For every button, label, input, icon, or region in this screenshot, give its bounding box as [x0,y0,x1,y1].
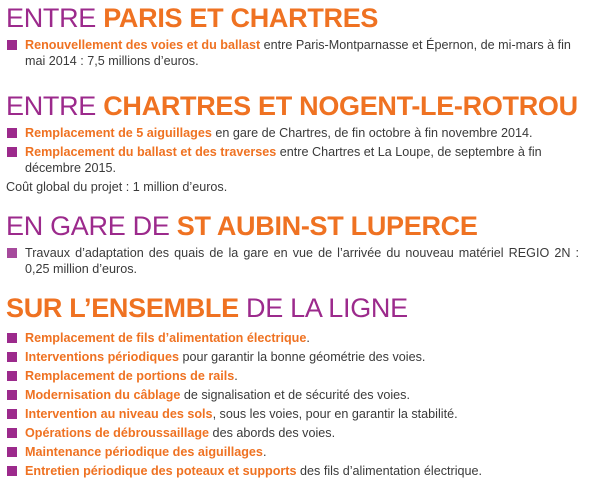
list-item [6,425,579,441]
section-ensemble-ligne [6,294,579,482]
item-highlight: Remplacement de portions de rails [25,369,235,383]
list-item [6,349,579,365]
square-bullet-icon [7,447,17,457]
title-highlight: PARIS ET CHARTRES [103,3,379,33]
item-highlight: Interventions périodiques [25,350,179,364]
list-item [6,330,579,346]
item-text: Travaux d’adaptation des quais de la gare en vue de l’arrivée du nouveau matériel REGIO 2N : 0,25 million d’euros. [25,246,579,276]
item-highlight: Remplacement du ballast et des traverses [25,145,277,159]
item-text: de signalisation et de sécurité des voies. [180,388,410,402]
title-prefix: EN GARE DE [6,211,177,241]
list-item [6,144,579,176]
section-title [6,294,579,322]
item-text: entre Paris-Montparnasse et Épernon, de mi-mars à fin mai 2014 : 7,5 millions d’euros. [25,38,571,68]
section-st-aubin [6,212,579,280]
list-item [6,406,579,422]
title-highlight: CHARTRES ET NOGENT-LE-ROTROU [103,91,578,121]
square-bullet-icon [7,248,17,258]
section-title [6,4,579,32]
item-highlight: Entretien périodique des poteaux et supports [25,464,297,478]
item-highlight: Remplacement de fils d’alimentation électrique [25,331,307,345]
square-bullet-icon [7,333,17,343]
list-item [6,245,579,277]
item-list [6,37,579,69]
square-bullet-icon [7,409,17,419]
item-text: . [306,331,310,345]
item-highlight: Maintenance périodique des aiguillages [25,445,263,459]
item-highlight: Renouvellement des voies et du ballast [25,38,261,52]
item-list [6,245,579,277]
section-title [6,92,579,120]
item-highlight: Intervention au niveau des sols [25,407,213,421]
square-bullet-icon [7,390,17,400]
section-title [6,212,579,240]
title-highlight: SUR L’ENSEMBLE [6,293,239,323]
item-text: . [234,369,238,383]
item-text: en gare de Chartres, de fin octobre à fin novembre 2014. [211,126,533,140]
item-highlight: Opérations de débroussaillage [25,426,210,440]
square-bullet-icon [7,352,17,362]
square-bullet-icon [7,147,17,157]
item-text: . [262,445,267,459]
item-text: des fils d’alimentation électrique. [296,464,483,478]
project-cost-note: Coût global du projet : 1 million d’euros. [6,180,228,194]
list-item [6,37,579,69]
square-bullet-icon [7,428,17,438]
item-list [6,125,579,195]
list-item [6,444,579,460]
list-item [6,368,579,384]
section-chartres-nogent [6,92,579,195]
title-suffix: DE LA LIGNE [238,293,408,323]
item-text: pour garantir la bonne géométrie des voies. [178,350,426,364]
list-item [6,125,579,141]
item-highlight: Remplacement de 5 aiguillages [25,126,212,140]
title-prefix: ENTRE [6,3,104,33]
square-bullet-icon [7,40,17,50]
item-list [6,330,579,479]
item-text: , sous les voies, pour en garantir la stabilité. [212,407,458,421]
square-bullet-icon [7,466,17,476]
square-bullet-icon [7,371,17,381]
list-item [6,387,579,403]
section-paris-chartres [6,4,579,72]
title-highlight: ST AUBIN-ST LUPERCE [176,211,478,241]
item-highlight: Modernisation du câblage [25,388,181,402]
item-text: entre Chartres et La Loupe, de septembre à fin décembre 2015. [25,145,542,175]
list-item [6,463,579,479]
item-text: des abords des voies. [209,426,336,440]
title-prefix: ENTRE [6,91,104,121]
square-bullet-icon [7,128,17,138]
